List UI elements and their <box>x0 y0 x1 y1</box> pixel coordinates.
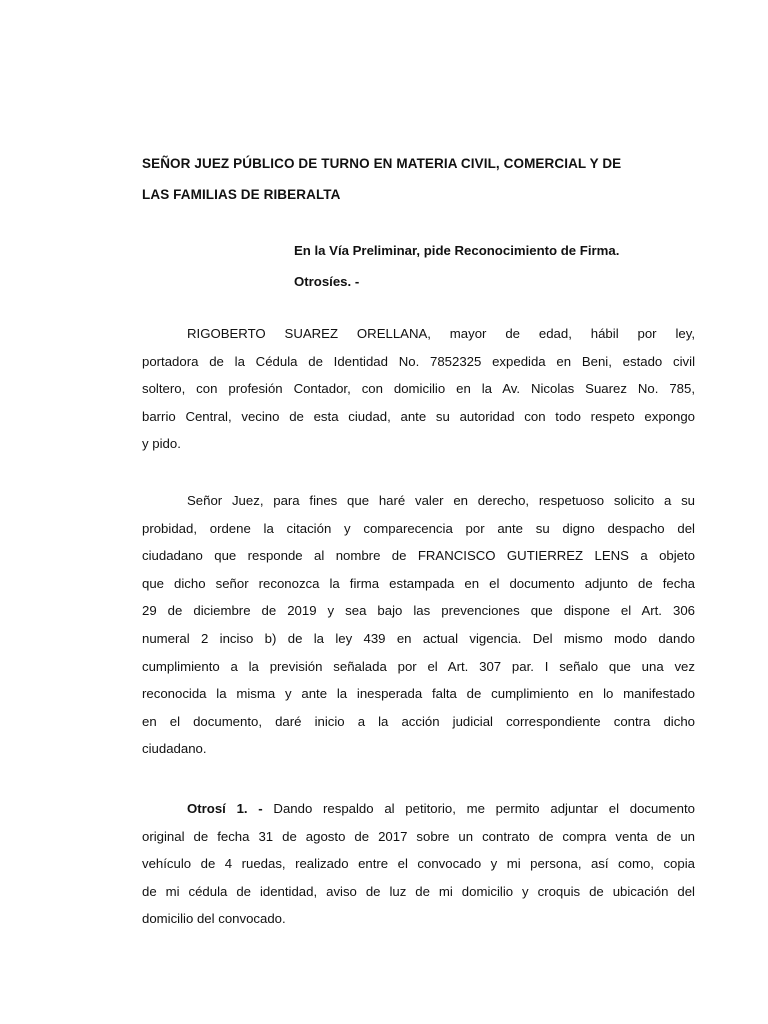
paragraph-line: vehículo de 4 ruedas, realizado entre el convocado y mi persona, así como, copia <box>142 856 695 872</box>
paragraph-line: barrio Central, vecino de esta ciudad, ante su autoridad con todo respeto expongo <box>142 408 695 424</box>
paragraph-otrosi-1 <box>142 795 695 933</box>
paragraph-line: y pido. <box>142 436 181 452</box>
reference-line-2: Otrosíes. - <box>294 274 360 289</box>
paragraph-request <box>142 487 695 763</box>
paragraph-line: original de fecha 31 de agosto de 2017 sobre un contrato de compra venta de un <box>142 828 695 844</box>
otrosi-label: Otrosí 1. - <box>187 801 263 816</box>
paragraph-line: portadora de la Cédula de Identidad No. 7852325 expedida en Beni, estado civil <box>142 353 695 369</box>
reference-line-1: En la Vía Preliminar, pide Reconocimiento de Firma. <box>294 243 620 258</box>
paragraph-line: de mi cédula de identidad, aviso de luz de mi domicilio y croquis de ubicación del <box>142 883 695 899</box>
paragraph-line: numeral 2 inciso b) de la ley 439 en actual vigencia. Del mismo modo dando <box>142 630 695 646</box>
paragraph-line: cumplimiento a la previsión señalada por el Art. 307 par. I señalo que una vez <box>142 658 695 674</box>
otrosi-first-line-text: Dando respaldo al petitorio, me permito adjuntar el documento <box>262 801 695 816</box>
paragraph-line: Señor Juez, para fines que haré valer en derecho, respetuoso solicito a su <box>187 493 695 508</box>
heading-line-2: LAS FAMILIAS DE RIBERALTA <box>142 187 341 202</box>
paragraph-line: domicilio del convocado. <box>142 911 286 927</box>
paragraph-line: que dicho señor reconozca la firma estampada en el documento adjunto de fecha <box>142 575 695 591</box>
paragraph-introduction <box>142 320 695 458</box>
document-heading <box>142 148 702 210</box>
paragraph-line: ciudadano que responde al nombre de FRANCISCO GUTIERREZ LENS a objeto <box>142 548 695 564</box>
paragraph-line: probidad, ordene la citación y comparecencia por ante su digno despacho del <box>142 520 695 536</box>
document-reference <box>294 235 704 297</box>
paragraph-line: reconocida la misma y ante la inesperada falta de cumplimiento en lo manifestado <box>142 686 695 702</box>
paragraph-line: ciudadano. <box>142 741 207 757</box>
paragraph-line: en el documento, daré inicio a la acción judicial correspondiente contra dicho <box>142 713 695 729</box>
paragraph-line: soltero, con profesión Contador, con domicilio en la Av. Nicolas Suarez No. 785, <box>142 381 695 397</box>
heading-line-1: SEÑOR JUEZ PÚBLICO DE TURNO EN MATERIA CIVIL, COMERCIAL Y DE <box>142 156 622 171</box>
paragraph-line: 29 de diciembre de 2019 y sea bajo las prevenciones que dispone el Art. 306 <box>142 603 695 619</box>
paragraph-line: RIGOBERTO SUAREZ ORELLANA, mayor de edad, hábil por ley, <box>187 326 695 341</box>
paragraph-line <box>142 795 695 823</box>
